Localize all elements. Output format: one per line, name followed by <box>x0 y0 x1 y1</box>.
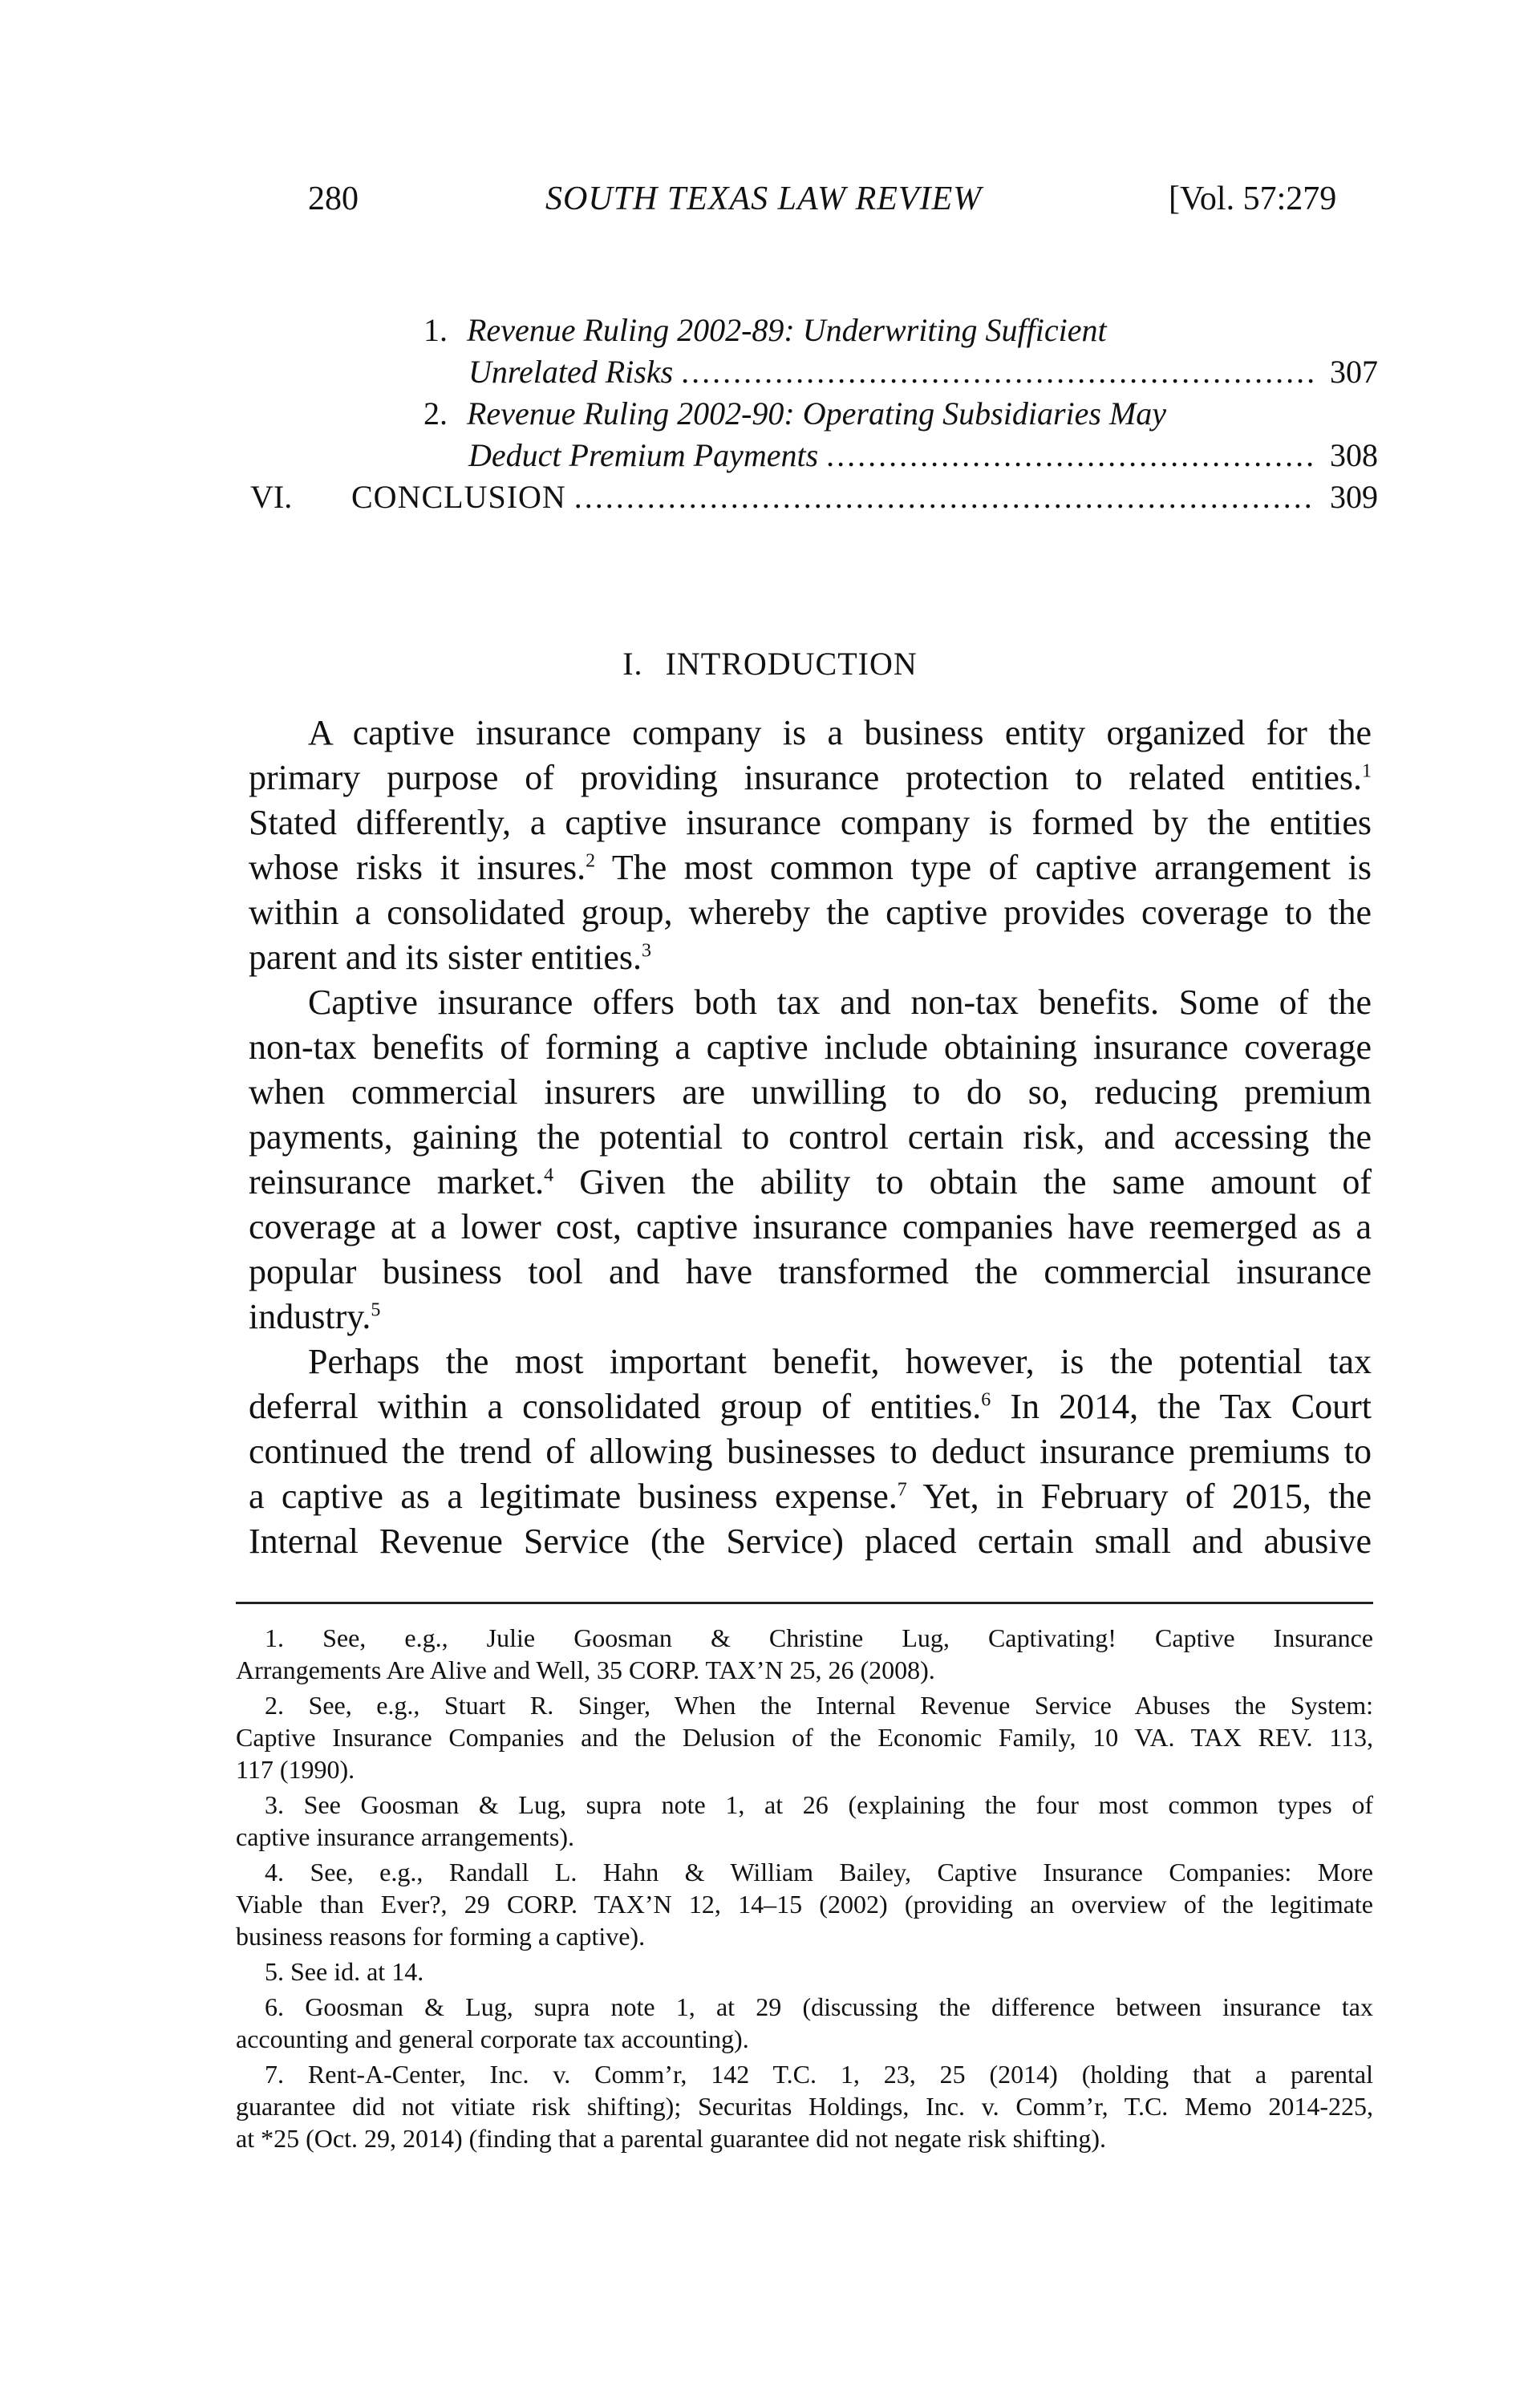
footnote-7: 7. Rent-A-Center, Inc. v. Comm’r, 142 T.C. 1, 23, 25 (2014) (holding that a parental <box>265 2060 1374 2089</box>
footnote-ref[interactable]: 6 <box>981 1389 991 1411</box>
body-line: payments, gaining the potential to control certain risk, and accessing the <box>249 1117 1372 1157</box>
footnote-2: 2. See, e.g., Stuart R. Singer, When the Internal Revenue Service Abuses the System: <box>265 1691 1374 1720</box>
body-line: Captive insurance offers both tax and non-tax benefits. Some of the <box>308 983 1372 1022</box>
footnote-divider <box>236 1602 1373 1604</box>
toc-page: 309 <box>1330 479 1378 515</box>
toc-entry-title-cont: Unrelated Risks <box>468 354 674 390</box>
toc-entry-title: CONCLUSION <box>351 479 566 515</box>
body-line: Stated differently, a captive insurance company is formed by the entities <box>249 803 1372 842</box>
dot-leader <box>826 436 1314 474</box>
toc-entry-1-line-2 <box>468 353 1378 391</box>
footnote-number: 2. <box>265 1691 284 1720</box>
page-number: 280 <box>308 180 359 217</box>
volume-citation: [Vol. 57:279 <box>1169 180 1337 217</box>
body-line: Perhaps the most important benefit, however, is the potential tax <box>308 1342 1372 1381</box>
section-title: INTRODUCTION <box>665 646 918 682</box>
body-line: non-tax benefits of forming a captive include obtaining insurance coverage <box>249 1027 1372 1067</box>
body-line: A captive insurance company is a business entity organized for the <box>308 713 1372 752</box>
footnote-3: 3. See Goosman & Lug, supra note 1, at 26 (explaining the four most common types of <box>265 1790 1374 1819</box>
footnote-5: 5. See id. at 14. <box>265 1957 424 1986</box>
footnote-number: 5. <box>265 1957 284 1986</box>
toc-page: 308 <box>1330 437 1378 473</box>
footnote-line: captive insurance arrangements). <box>236 1822 575 1851</box>
toc-entry-number: VI. <box>250 479 293 515</box>
footnote-ref[interactable]: 4 <box>544 1165 554 1186</box>
footnote-line: Viable than Ever?, 29 CORP. TAX’N 12, 14–15 (2002) (providing an overview of the legitimate <box>236 1890 1373 1919</box>
body-line: parent and its sister entities.$^3$ <box>249 938 651 977</box>
toc-entry-title: Revenue Ruling 2002-90: Operating Subsidiaries May <box>467 395 1167 432</box>
footnote-number: 7. <box>265 2060 284 2089</box>
running-header <box>0 180 1540 228</box>
footnote-line: guarantee did not vitiate risk shifting); Securitas Holdings, Inc. v. Comm’r, T.C. Memo 2014-225, <box>236 2092 1373 2121</box>
footnote-line: at *25 (Oct. 29, 2014) (finding that a parental guarantee did not negate risk shifting). <box>236 2124 1107 2153</box>
toc-entry-2-line-1 <box>424 395 1378 432</box>
dot-leader <box>574 478 1314 516</box>
body-line: Internal Revenue Service (the Service) placed certain small and abusive <box>249 1522 1372 1561</box>
footnote-line: business reasons for forming a captive). <box>236 1922 646 1951</box>
toc-entry-2-line-2 <box>468 436 1378 474</box>
footnote-1: 1. See, e.g., Julie Goosman & Christine Lug, Captivating! Captive Insurance <box>265 1623 1374 1652</box>
body-line: primary purpose of providing insurance protection to related entities.$^1$ <box>249 758 1372 797</box>
footnote-line: Arrangements Are Alive and Well, 35 CORP. TAX’N 25, 26 (2008). <box>236 1655 935 1684</box>
footnote-number: 1. <box>265 1623 284 1652</box>
section-number: I. <box>622 646 643 682</box>
footnote-ref[interactable]: 1 <box>1362 760 1372 782</box>
body-line: continued the trend of allowing businesses to deduct insurance premiums to <box>249 1432 1372 1471</box>
toc-entry-1-line-1 <box>424 311 1378 349</box>
body-line: within a consolidated group, whereby the captive provides coverage to the <box>249 893 1372 932</box>
footnote-6: 6. Goosman & Lug, supra note 1, at 29 (discussing the difference between insurance tax <box>265 1992 1374 2021</box>
body-line: coverage at a lower cost, captive insurance companies have reemerged as a <box>249 1207 1372 1246</box>
footnote-4: 4. See, e.g., Randall L. Hahn & William Bailey, Captive Insurance Companies: More <box>265 1858 1374 1886</box>
footnote-number: 6. <box>265 1992 284 2021</box>
footnote-ref[interactable]: 3 <box>642 940 651 962</box>
toc-entry-title: Revenue Ruling 2002-89: Underwriting Sufficient <box>467 312 1107 348</box>
footnote-number: 4. <box>265 1858 284 1886</box>
toc-entry-title-cont: Deduct Premium Payments <box>468 437 819 473</box>
body-line: popular business tool and have transformed the commercial insurance <box>249 1252 1372 1291</box>
body-line: a captive as a legitimate business expense.$^7$ Yet, in February of 2015, the <box>249 1477 1372 1516</box>
footnote-line: 117 (1990). <box>236 1755 355 1784</box>
body-line: when commercial insurers are unwilling to do so, reducing premium <box>249 1072 1372 1112</box>
body-line: whose risks it insures.$^2$ The most common type of captive arrangement is <box>249 848 1372 887</box>
footnote-ref[interactable]: 7 <box>897 1479 907 1501</box>
footnote-ref[interactable]: 5 <box>371 1299 381 1321</box>
footnote-line: Captive Insurance Companies and the Delusion of the Economic Family, 10 VA. TAX REV. 113, <box>236 1723 1373 1752</box>
body-line: reinsurance market.$^4$ Given the ability to obtain the same amount of <box>249 1162 1372 1202</box>
toc-entry-3 <box>250 478 1378 516</box>
body-line: industry.$^5$ <box>249 1297 381 1336</box>
journal-title: SOUTH TEXAS LAW REVIEW <box>545 180 983 217</box>
footnote-line: accounting and general corporate tax accounting). <box>236 2024 749 2053</box>
dot-leader <box>681 353 1314 391</box>
toc-entry-number: 2. <box>424 395 448 432</box>
toc-entry-number: 1. <box>424 312 448 348</box>
footnote-number: 3. <box>265 1790 284 1819</box>
footnote-ref[interactable]: 2 <box>586 850 596 872</box>
section-heading <box>0 645 1540 683</box>
body-line: deferral within a consolidated group of entities.$^6$ In 2014, the Tax Court <box>249 1387 1372 1426</box>
toc-page: 307 <box>1330 354 1378 390</box>
